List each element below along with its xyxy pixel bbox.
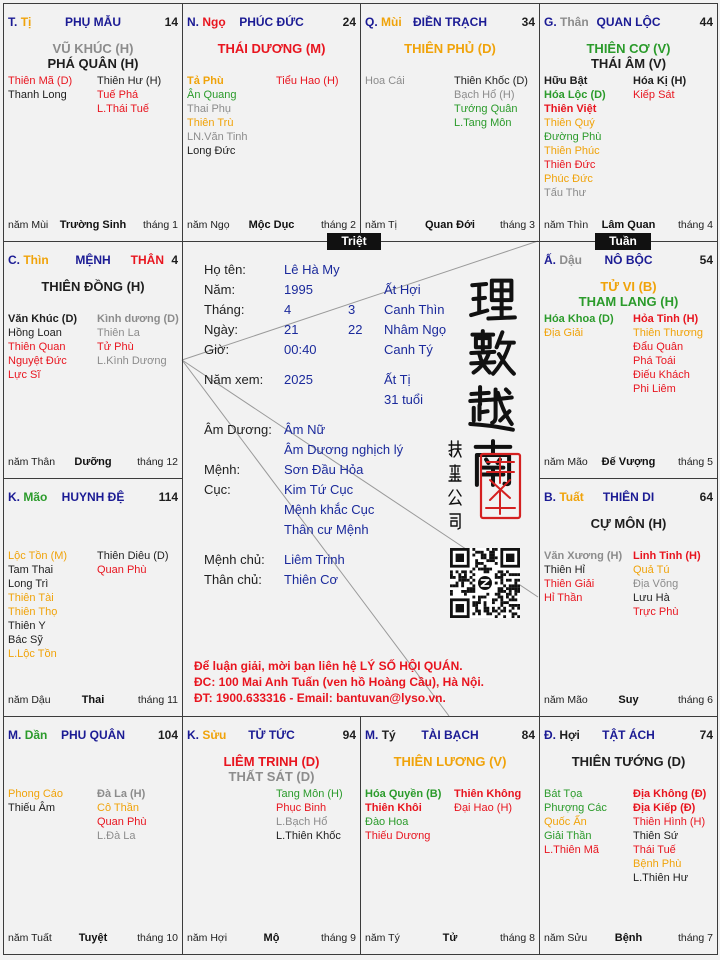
minor-stars-left <box>187 74 248 158</box>
palace-cell <box>539 478 718 717</box>
minor-stars-left <box>8 787 63 815</box>
minor-star: L.Thiên Hư <box>633 872 689 884</box>
year-label: năm Thân <box>8 456 56 468</box>
minor-stars-left <box>365 787 441 843</box>
life-stage: Đế Vượng <box>601 456 656 468</box>
year-label: năm Tuất <box>8 932 52 944</box>
info-label: Mệnh: <box>204 462 241 477</box>
minor-star: Thiên Không <box>454 788 522 800</box>
minor-star: Địa Võng <box>633 578 679 590</box>
palace-age-number: 64 <box>699 490 713 504</box>
info-value: Âm Nữ <box>284 422 326 437</box>
palace-cell <box>3 478 183 717</box>
earthly-branch: Hợi <box>559 728 580 742</box>
palace-cell <box>360 716 540 955</box>
minor-star: Đà La (H) <box>97 788 146 800</box>
main-star: THIÊN PHỦ (D) <box>404 41 496 56</box>
minor-star: Phi Liêm <box>633 383 676 395</box>
minor-stars-left <box>8 312 77 382</box>
month-label: tháng 7 <box>677 932 713 944</box>
minor-star: Địa Giải <box>544 327 584 339</box>
earthly-branch: Tị <box>20 15 32 29</box>
than-marker: THÂN <box>130 253 164 267</box>
minor-star: Thiên Phúc <box>544 145 600 157</box>
palace-age-number: 74 <box>699 728 713 742</box>
palace-cell <box>3 3 183 242</box>
minor-star: Phong Cáo <box>8 788 64 800</box>
earthly-branch: Thìn <box>23 253 49 267</box>
minor-stars-right <box>276 74 339 88</box>
month-label: tháng 6 <box>677 694 713 706</box>
minor-stars-left <box>8 549 67 661</box>
year-label: năm Hợi <box>187 932 228 944</box>
minor-star: Giải Thần <box>544 830 592 842</box>
minor-star: L.Kình Dương <box>97 355 167 367</box>
main-star: THÁI DƯƠNG (M) <box>217 41 326 56</box>
minor-star: Phúc Đức <box>544 173 593 185</box>
palace-age-number: 24 <box>342 15 356 29</box>
minor-star: Thai Phụ <box>187 103 232 115</box>
minor-star: Tang Môn (H) <box>276 788 343 800</box>
minor-star: Tuế Phá <box>97 89 139 101</box>
minor-star: L.Thiên Mã <box>544 844 600 856</box>
minor-stars-right <box>633 787 706 885</box>
main-stars <box>540 754 717 769</box>
main-stars <box>540 279 717 309</box>
minor-star: Hỏa Tinh (H) <box>633 313 699 325</box>
info-value: 22 <box>348 322 363 337</box>
qr-code-icon <box>450 548 520 618</box>
main-star: CỰ MÔN (H) <box>590 516 667 531</box>
minor-star: Nguyệt Đức <box>8 355 67 367</box>
minor-star: Đẩu Quân <box>633 341 684 353</box>
info-value: Kim Tứ Cục <box>284 482 354 497</box>
life-stage: Dưỡng <box>74 456 112 468</box>
month-label: tháng 2 <box>320 219 356 231</box>
minor-stars-left <box>365 74 405 88</box>
minor-stars-left <box>544 549 622 605</box>
main-star: THẤT SÁT (D) <box>228 769 315 784</box>
minor-stars-left <box>8 74 72 102</box>
year-label: năm Tị <box>365 219 397 231</box>
main-star: TỬ VI (B) <box>600 279 657 294</box>
palace-cell <box>539 241 718 479</box>
minor-stars-right <box>454 74 528 130</box>
info-value: 1995 <box>284 282 313 297</box>
minor-stars-right <box>633 549 701 619</box>
info-label: Tháng: <box>204 302 245 317</box>
info-value: Nhâm Ngọ <box>384 322 447 337</box>
minor-star: Hóa Kị (H) <box>633 75 687 87</box>
minor-star: Thiên Hư (H) <box>97 75 162 87</box>
month-label: tháng 10 <box>137 932 178 944</box>
minor-star: Thanh Long <box>8 89 67 101</box>
palace-name: QUAN LỘC <box>596 15 661 29</box>
minor-star: Thiên Hỉ <box>544 564 585 576</box>
year-label: năm Thìn <box>544 219 589 231</box>
main-star: THIÊN ĐỒNG (H) <box>41 279 145 294</box>
info-label: Cục: <box>204 482 231 497</box>
palace-age-number: 104 <box>157 728 178 742</box>
info-value: 21 <box>284 322 299 337</box>
month-label: tháng 5 <box>677 456 713 468</box>
minor-star: Thiên Khốc (D) <box>454 75 528 87</box>
info-value: Lê Hà My <box>284 262 340 277</box>
heavenly-stem: G. <box>544 15 557 29</box>
info-label: Giờ: <box>204 342 230 357</box>
palace-name: TÀI BẠCH <box>421 728 479 742</box>
earthly-branch: Tuất <box>559 490 584 504</box>
minor-star: Quả Tú <box>633 564 670 576</box>
main-stars <box>183 754 360 784</box>
main-stars <box>540 41 717 71</box>
minor-star: Hóa Lộc (D) <box>544 89 606 101</box>
heavenly-stem: N. <box>187 15 199 29</box>
info-value: 2025 <box>284 372 313 387</box>
minor-star: L.Tang Môn <box>454 117 512 129</box>
minor-star: L.Thiên Khốc <box>276 830 341 842</box>
minor-star: Thiên Mã (D) <box>8 75 73 87</box>
minor-star: Lưu Hà <box>633 592 670 604</box>
heavenly-stem: M. <box>365 728 379 742</box>
minor-star: Tướng Quân <box>454 103 518 115</box>
info-value: Liêm Trinh <box>284 552 345 567</box>
palace-name: NÔ BỘC <box>604 253 653 267</box>
earthly-branch: Mão <box>23 490 48 504</box>
palace-name: TỬ TỨC <box>248 728 295 742</box>
minor-stars-right <box>97 549 169 577</box>
palace-age-number: 14 <box>164 15 178 29</box>
year-label: năm Dậu <box>8 694 51 706</box>
contact-line: Để luận giải, mời bạn liên hệ LÝ SỐ HỘI QUÁN. <box>194 659 463 673</box>
main-stars <box>540 516 717 531</box>
info-value: 4 <box>284 302 292 317</box>
info-label: Họ tên: <box>204 262 246 277</box>
minor-stars-right <box>276 787 343 843</box>
earthly-branch: Dậu <box>559 253 583 267</box>
minor-star: Phượng Các <box>544 802 607 814</box>
month-label: tháng 11 <box>137 694 178 706</box>
minor-star: Bác Sỹ <box>8 634 43 646</box>
palace-cell <box>539 716 718 955</box>
minor-star: Địa Không (Đ) <box>633 788 707 800</box>
main-star: THÁI ÂM (V) <box>590 56 667 71</box>
minor-star: Linh Tinh (H) <box>633 550 701 562</box>
minor-stars-right <box>97 312 179 368</box>
minor-stars-left <box>544 74 606 200</box>
minor-star: Hữu Bật <box>544 75 588 87</box>
main-star: THIÊN LƯƠNG (V) <box>393 754 507 769</box>
palace-name: HUYNH ĐỆ <box>61 490 125 504</box>
palace-cell <box>360 3 540 242</box>
calligraphy-char-viet <box>470 387 513 430</box>
palace-age-number: 44 <box>699 15 713 29</box>
minor-star: Điếu Khách <box>633 369 690 381</box>
minor-star: Long Trì <box>8 578 49 590</box>
info-value: Thiên Cơ <box>284 572 339 587</box>
info-value: 00:40 <box>284 342 317 357</box>
minor-star: Văn Xương (H) <box>544 550 623 562</box>
month-label: tháng 12 <box>137 456 178 468</box>
main-star: PHÁ QUÂN (H) <box>47 56 139 71</box>
life-stage: Mộ <box>263 932 280 944</box>
minor-star: Quan Phù <box>97 564 147 576</box>
minor-star: Phục Binh <box>276 802 327 814</box>
minor-star: Thiên Thương <box>633 327 704 339</box>
minor-star: Tả Phù <box>187 75 224 87</box>
month-label: tháng 8 <box>499 932 535 944</box>
minor-star: Hỉ Thần <box>544 592 583 604</box>
calligraphy-char-ly <box>471 281 515 319</box>
tuan-marker: Tuần <box>595 233 651 250</box>
year-label: năm Mão <box>544 694 588 706</box>
palace-name: PHÚC ĐỨC <box>239 15 304 29</box>
minor-star: Thiên Giải <box>544 578 595 590</box>
minor-stars-left <box>544 787 607 857</box>
palace-cell <box>3 241 183 479</box>
year-label: năm Tý <box>365 932 400 944</box>
minor-stars-right <box>633 74 686 102</box>
minor-star: Thiên Trù <box>187 117 234 129</box>
minor-star: Kiếp Sát <box>633 89 675 101</box>
info-value: Canh Thìn <box>384 302 445 317</box>
info-value: Ất Hợi <box>384 282 421 297</box>
month-label: tháng 4 <box>677 219 713 231</box>
earthly-branch: Mùi <box>381 15 402 29</box>
earthly-branch: Thân <box>560 15 589 29</box>
minor-star: Phá Toái <box>633 355 676 367</box>
main-stars <box>361 41 539 56</box>
minor-stars-right <box>633 312 703 396</box>
minor-star: Hóa Quyền (B) <box>365 788 442 800</box>
year-label: năm Sửu <box>544 932 588 944</box>
minor-star: L.Thái Tuế <box>97 103 149 115</box>
life-stage: Quan Đới <box>425 219 475 231</box>
earthly-branch: Dần <box>24 728 48 742</box>
palace-age-number: 54 <box>699 253 713 267</box>
earthly-branch: Sửu <box>202 728 227 742</box>
life-stage: Bệnh <box>614 932 643 944</box>
heavenly-stem: M. <box>8 728 22 742</box>
life-stage: Lâm Quan <box>601 219 656 231</box>
minor-star: Tiểu Hao (H) <box>276 75 339 87</box>
main-star: VŨ KHÚC (H) <box>52 41 134 56</box>
palace-cell <box>182 3 361 242</box>
minor-star: L.Đà La <box>97 830 136 842</box>
minor-star: Thiếu Dương <box>365 830 431 842</box>
palace-name: TẬT ÁCH <box>602 728 655 742</box>
minor-star: Thiên Y <box>8 620 46 632</box>
year-label: năm Mão <box>544 456 588 468</box>
earthly-branch: Tý <box>381 728 396 742</box>
palace-name: PHU QUÂN <box>60 728 125 742</box>
main-star: THIÊN TƯỚNG (D) <box>571 754 686 769</box>
minor-star: Kình dương (D) <box>97 313 179 325</box>
minor-stars-right <box>97 74 161 116</box>
life-stage: Suy <box>618 694 639 706</box>
minor-star: Thái Tuế <box>633 844 676 856</box>
calligraphy-logo <box>440 268 532 540</box>
minor-star: Quốc Ấn <box>544 816 587 828</box>
contact-line: ĐT: 1900.633316 - Email: bantuvan@lyso.vn. <box>194 691 446 705</box>
contact-line: ĐC: 100 Mai Anh Tuấn (ven hồ Hoàng Cầu), Hà Nội. <box>194 675 485 689</box>
info-label: Năm: <box>204 282 236 297</box>
info-label: Mệnh chủ: <box>204 552 265 567</box>
info-label: Năm xem: <box>204 372 264 387</box>
triet-marker: Triệt <box>327 233 381 250</box>
info-value: Sơn Đầu Hỏa <box>284 462 364 477</box>
heavenly-stem: Ấ. <box>544 253 556 267</box>
year-label: năm Mùi <box>8 219 49 231</box>
minor-star: Tấu Thư <box>544 187 587 199</box>
heavenly-stem: T. <box>8 15 18 29</box>
heavenly-stem: Đ. <box>544 728 556 742</box>
palace-age-number: 4 <box>171 253 178 267</box>
minor-star: Thiên Diêu (D) <box>97 550 169 562</box>
minor-star: Đại Hao (H) <box>454 802 513 814</box>
palace-name: MỆNH <box>75 253 111 267</box>
palace-cell <box>539 3 718 242</box>
info-value: 3 <box>348 302 356 317</box>
minor-star: Thiên Tài <box>8 592 54 604</box>
main-stars <box>183 41 360 56</box>
minor-stars-right <box>97 787 147 843</box>
minor-star: Thiên Quan <box>8 341 66 353</box>
minor-star: Tử Phù <box>97 341 134 353</box>
heavenly-stem: C. <box>8 253 20 267</box>
minor-star: Thiên Sứ <box>633 830 679 842</box>
minor-star: Hồng Loan <box>8 327 62 339</box>
heavenly-stem: K. <box>8 490 20 504</box>
month-label: tháng 9 <box>320 932 356 944</box>
life-stage: Thai <box>81 694 105 706</box>
info-value: Canh Tý <box>384 342 433 357</box>
minor-star: Lộc Tồn (M) <box>8 550 68 562</box>
minor-star: Thiên La <box>97 327 140 339</box>
minor-star: Bạch Hổ (H) <box>454 89 515 101</box>
month-label: tháng 3 <box>499 219 535 231</box>
heavenly-stem: B. <box>544 490 556 504</box>
minor-stars-right <box>454 787 521 815</box>
minor-star: Thiên Việt <box>544 103 597 115</box>
earthly-branch: Ngọ <box>202 15 226 29</box>
palace-age-number: 114 <box>158 490 178 504</box>
main-stars <box>4 41 182 71</box>
main-stars <box>4 279 182 294</box>
minor-star: Long Đức <box>187 145 236 157</box>
minor-star: Bệnh Phù <box>633 858 682 870</box>
minor-star: Thiên Quý <box>544 117 595 129</box>
main-star: THIÊN CƠ (V) <box>586 41 671 56</box>
info-label: Ngày: <box>204 322 238 337</box>
palace-name: PHỤ MẪU <box>65 15 121 29</box>
minor-star: Hoa Cái <box>365 75 405 87</box>
info-value: Âm Dương nghịch lý <box>284 442 404 457</box>
minor-star: L.Bạch Hổ <box>276 816 328 828</box>
minor-star: Thiên Thọ <box>8 606 58 618</box>
heavenly-stem: K. <box>187 728 199 742</box>
info-value: 31 tuổi <box>384 392 424 407</box>
info-value: Ất Tị <box>384 372 411 387</box>
year-label: năm Ngọ <box>187 219 230 231</box>
palace-age-number: 94 <box>342 728 356 742</box>
palace-cell <box>182 716 361 955</box>
main-star: THAM LANG (H) <box>578 294 679 309</box>
minor-star: LN.Văn Tinh <box>187 131 248 143</box>
palace-age-number: 84 <box>521 728 535 742</box>
month-label: tháng 1 <box>142 219 178 231</box>
palace-name: ĐIỀN TRẠCH <box>413 15 487 29</box>
minor-star: Bát Tọa <box>544 788 583 800</box>
minor-star: Cô Thần <box>97 802 139 814</box>
minor-star: Quan Phù <box>97 816 147 828</box>
life-stage: Mộc Dục <box>248 219 295 231</box>
minor-stars-left <box>544 312 614 340</box>
small-company-lettering <box>449 441 461 529</box>
minor-star: Thiên Khôi <box>365 802 422 814</box>
minor-star: Đào Hoa <box>365 816 409 828</box>
minor-star: Trực Phù <box>633 606 679 618</box>
minor-star: Hóa Khoa (D) <box>544 313 614 325</box>
info-value: Thân cư Mệnh <box>284 522 369 537</box>
minor-star: Thiếu Âm <box>8 802 56 814</box>
minor-star: Ân Quang <box>187 89 237 101</box>
life-stage: Tuyệt <box>78 932 108 944</box>
palace-cell <box>3 716 183 955</box>
minor-star: Lực Sĩ <box>8 369 41 381</box>
minor-star: Tam Thai <box>8 564 54 576</box>
calligraphy-char-so <box>471 331 514 374</box>
info-value: Mệnh khắc Cục <box>284 502 375 517</box>
minor-star: Đường Phù <box>544 131 602 143</box>
palace-name: THIÊN DI <box>602 490 655 504</box>
life-stage: Trường Sinh <box>59 219 127 231</box>
minor-star: Thiên Hình (H) <box>633 816 706 828</box>
palace-age-number: 34 <box>521 15 535 29</box>
info-label: Thân chủ: <box>204 572 262 587</box>
heavenly-stem: Q. <box>365 15 378 29</box>
minor-star: Thiên Đức <box>544 159 596 171</box>
main-stars <box>361 754 539 769</box>
minor-star: Địa Kiếp (Đ) <box>633 802 696 814</box>
minor-star: L.Lộc Tồn <box>8 648 57 660</box>
main-star: LIÊM TRINH (D) <box>223 754 320 769</box>
life-stage: Tử <box>442 932 458 944</box>
minor-star: Văn Khúc (D) <box>8 313 78 325</box>
info-label: Âm Dương: <box>204 422 272 437</box>
